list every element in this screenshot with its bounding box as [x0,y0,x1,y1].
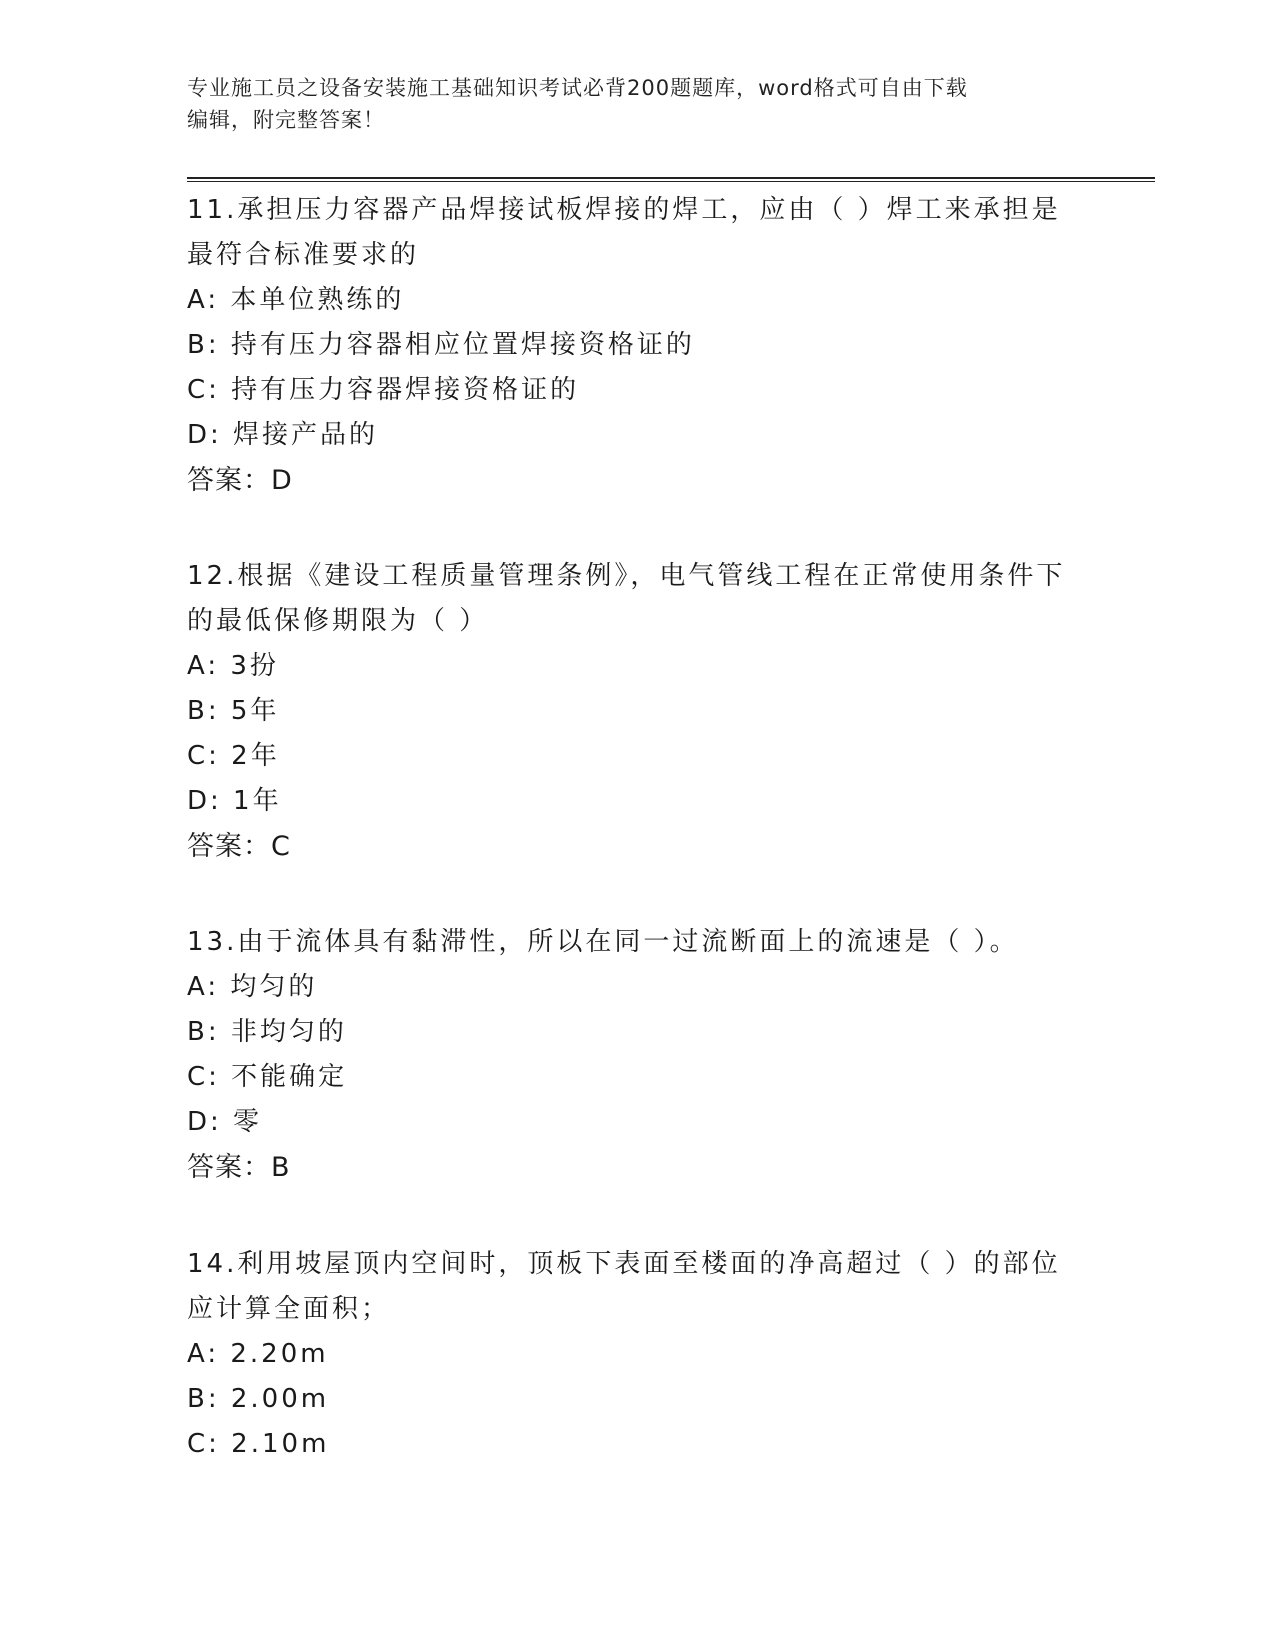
question-12 [187,554,1087,869]
question-11 [187,188,1087,503]
option-c: C: 不能确定 [187,1062,348,1092]
question-14 [187,1242,1087,1467]
option-d: D: 焊接产品的 [187,420,379,450]
option-a: A: 3扮 [187,651,279,681]
header-divider [187,177,1155,182]
option-a: A: 本单位熟练的 [187,285,405,315]
option-d: D: 1年 [187,786,282,816]
question-stem-continued: 最符合标准要求的 [187,240,420,270]
question-stem-continued: 的最低保修期限为（ ） [187,606,489,636]
option-a: A: 均匀的 [187,972,318,1002]
option-c: C: 2年 [187,741,280,771]
option-a: A: 2.20m [187,1339,329,1369]
option-c: C: 持有压力容器焊接资格证的 [187,375,580,405]
question-stem: 14.利用坡屋顶内空间时，顶板下表面至楼面的净高超过（ ）的部位 [187,1249,1061,1279]
answer: 答案：D [187,465,293,496]
question-stem: 13.由于流体具有黏滞性，所以在同一过流断面上的流速是（ ）。 [187,927,1019,957]
answer: 答案：B [187,1152,291,1183]
header-line-1: 专业施工员之设备安装施工基础知识考试必背200题题库，word格式可自由下载 [187,76,968,100]
question-13 [187,920,1087,1190]
header-line-2: 编辑，附完整答案！ [187,108,385,132]
option-b: B: 非均匀的 [187,1017,347,1047]
option-b: B: 5年 [187,696,280,726]
option-c: C: 2.10m [187,1429,330,1459]
option-b: B: 2.00m [187,1384,330,1414]
option-d: D: 零 [187,1107,263,1137]
question-stem: 11.承担压力容器产品焊接试板焊接的焊工，应由（ ）焊工来承担是 [187,195,1061,225]
question-stem: 12.根据《建设工程质量管理条例》，电气管线工程在正常使用条件下 [187,561,1066,591]
answer: 答案：C [187,831,291,862]
document-header [187,72,1087,136]
question-stem-continued: 应计算全面积； [187,1294,391,1324]
option-b: B: 持有压力容器相应位置焊接资格证的 [187,330,695,360]
